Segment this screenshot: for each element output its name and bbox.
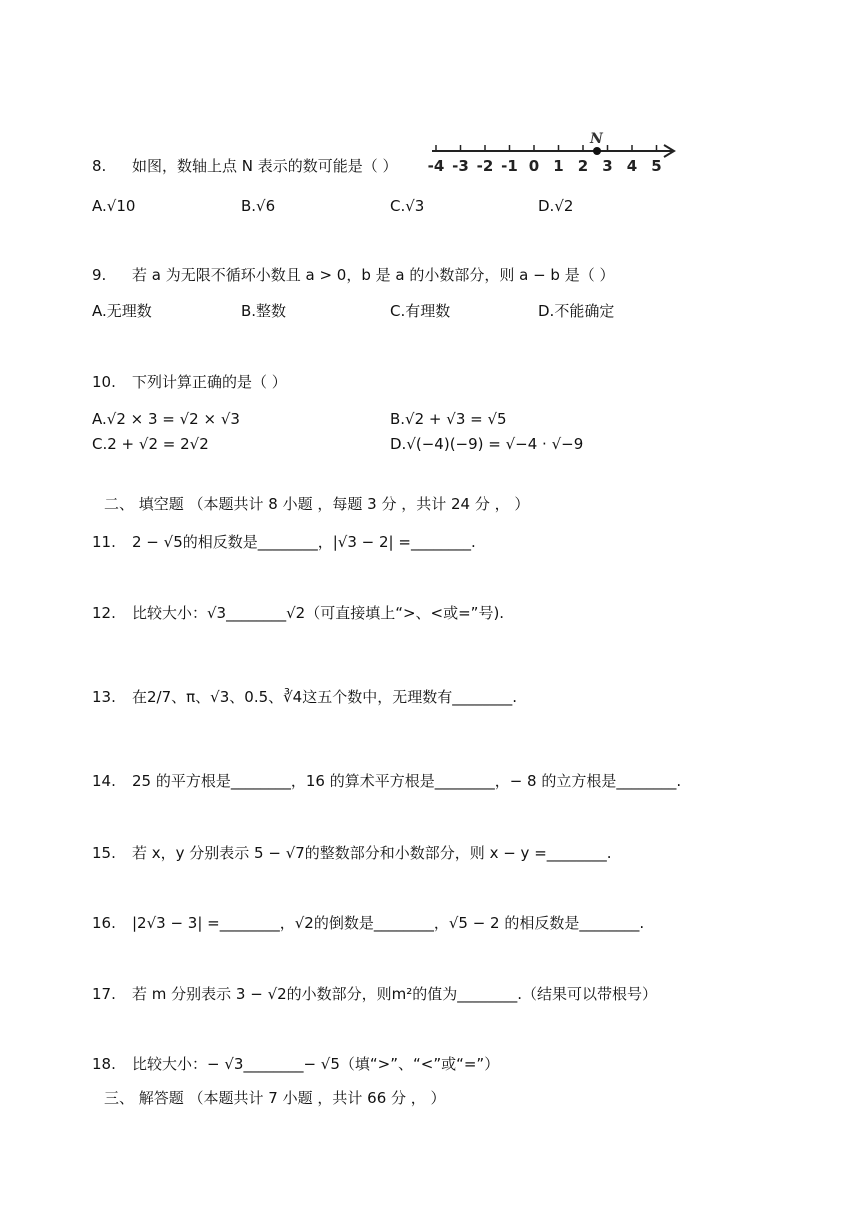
question-text: 若 m 分别表示 3 − √2的小数部分，则m²的值为________.（结果可以带根号）	[132, 985, 658, 1003]
question-8	[92, 156, 398, 176]
question-number: 17.	[92, 985, 116, 1003]
question-text: 在2/7、π、√3、0.5、∛4这五个数中，无理数有________.	[132, 688, 517, 706]
question-9	[92, 265, 614, 285]
question-text: 比较大小：√3________√2（可直接填上“>、<或=”号).	[132, 604, 505, 622]
q8-option-d: D.√2	[538, 197, 574, 215]
question-number: 13.	[92, 688, 116, 706]
tick-label: -2	[476, 157, 494, 175]
question-number: 15.	[92, 844, 116, 862]
question-16	[92, 913, 644, 933]
question-14	[92, 771, 681, 791]
question-10	[92, 372, 287, 392]
section-3-heading: 三、 解答题 （本题共计 7 小题 ，共计 66 分 ， ）	[104, 1089, 446, 1107]
q10-option-b: B.√2 + √3 = √5	[390, 410, 507, 428]
number-line-figure	[428, 128, 678, 178]
q8-option-b: B.√6	[241, 197, 276, 215]
question-13	[92, 687, 517, 707]
question-number: 12.	[92, 604, 116, 622]
q10-option-d: D.√(−4)(−9) = √−4 · √−9	[390, 435, 584, 453]
tick-label: 3	[602, 157, 613, 175]
question-12	[92, 603, 504, 623]
q8-option-a: A.√10	[92, 197, 136, 215]
question-17	[92, 984, 657, 1004]
point-n-marker	[593, 147, 601, 155]
question-text: 2 − √5的相反数是________，|√3 − 2| =________.	[132, 533, 476, 551]
question-number: 18.	[92, 1055, 116, 1073]
q10-option-a: A.√2 × 3 = √2 × √3	[92, 410, 240, 428]
tick-label: -4	[428, 157, 445, 175]
question-text: 25 的平方根是________，16 的算术平方根是________，− 8 的立方根是________.	[132, 772, 682, 790]
question-number: 11.	[92, 533, 116, 551]
question-text: 若 x，y 分别表示 5 − √7的整数部分和小数部分，则 x − y =________.	[132, 844, 612, 862]
q9-option-c: C.有理数	[390, 302, 451, 320]
tick-label: 5	[651, 157, 662, 175]
tick-label: -3	[452, 157, 469, 175]
question-number: 8.	[92, 157, 107, 175]
tick-label: -1	[501, 157, 518, 175]
q8-option-c: C.√3	[390, 197, 425, 215]
q10-option-c: C.2 + √2 = 2√2	[92, 435, 209, 453]
tick-label: 2	[577, 157, 589, 175]
q9-option-b: B.整数	[241, 302, 287, 320]
question-number: 14.	[92, 772, 116, 790]
q9-option-d: D.不能确定	[538, 302, 615, 320]
question-text: 比较大小：− √3________− √5（填“>”、“<”或“=”）	[132, 1055, 500, 1073]
question-number: 10.	[92, 373, 116, 391]
question-text: 若 a 为无限不循环小数且 a > 0，b 是 a 的小数部分，则 a − b 是（ ）	[132, 266, 615, 284]
tick-label: 0	[528, 157, 540, 175]
question-text: 下列计算正确的是（ ）	[132, 373, 287, 391]
question-text: 如图，数轴上点 N 表示的数可能是（ ）	[132, 157, 398, 175]
question-18	[92, 1054, 499, 1074]
q9-option-a: A.无理数	[92, 302, 152, 320]
section-2-heading: 二、 填空题 （本题共计 8 小题 ，每题 3 分 ，共计 24 分 ， ）	[104, 495, 530, 513]
question-number: 9.	[92, 266, 107, 284]
point-n-label: N	[590, 131, 603, 147]
question-number: 16.	[92, 914, 116, 932]
question-15	[92, 843, 612, 863]
tick-label: 1	[553, 157, 564, 175]
question-text: |2√3 − 3| =________，√2的倒数是________，√5 − 2 的相反数是________.	[132, 914, 645, 932]
tick-label: 4	[626, 157, 638, 175]
question-11	[92, 532, 476, 552]
